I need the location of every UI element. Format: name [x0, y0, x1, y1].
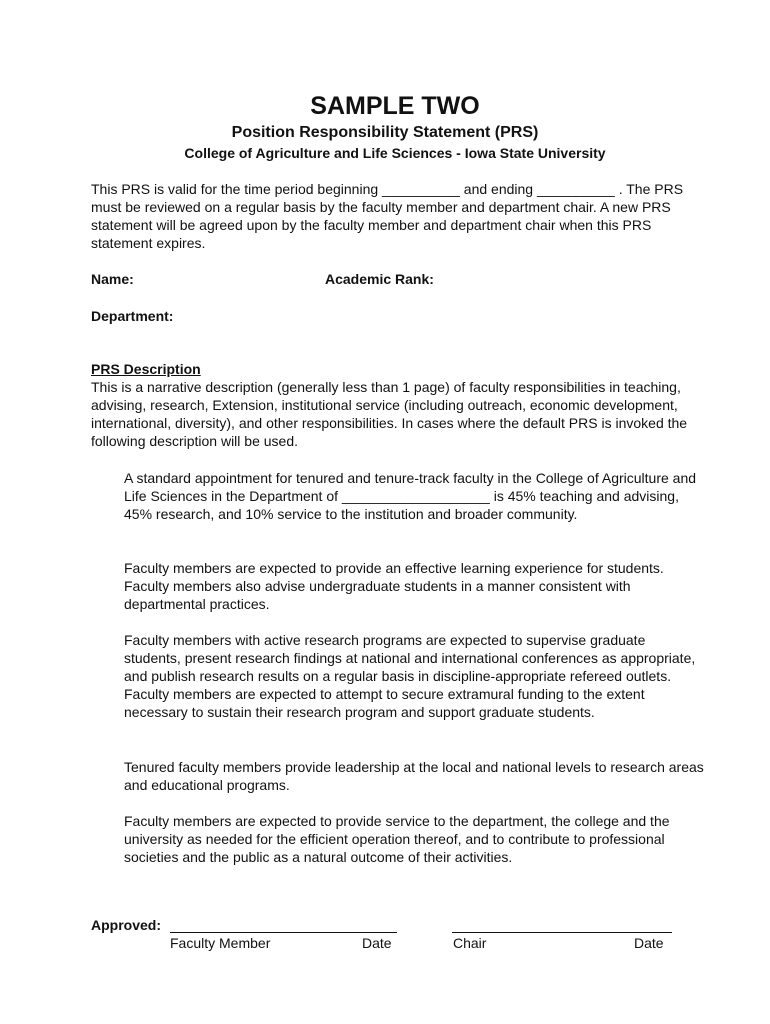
leadership-paragraph: Tenured faculty members provide leadership at the local and national levels to research areas and educational programs. — [124, 759, 704, 793]
research-paragraph: Faculty members with active research programs are expected to supervise graduate students, present research findings at national and international conferences as appropriate, and publish research results on a regular basis in discipline-appropriate refereed outlets. Faculty members are expected to attempt to secure extramural funding to the extent necessary to sustain their research program and support graduate students. — [124, 632, 696, 720]
name-label: Name: — [91, 271, 134, 287]
faculty-signature-line — [170, 932, 397, 933]
service-paragraph: Faculty members are expected to provide service to the department, the college and the university as needed for the efficient operation thereof, and to contribute to professional societies and the public as a natural outcome of their activities. — [124, 813, 670, 865]
standard-appointment-paragraph: A standard appointment for tenured and tenure-track faculty in the College of Agriculture and Life Sciences in the Department of ___________________ is 45% teaching and advising, 45% research, and 10% service to the institution and broader community. — [124, 470, 697, 522]
institution-name: College of Agriculture and Life Sciences - Iowa State University — [184, 145, 606, 161]
validity-statement: This PRS is valid for the time period beginning __________ and ending __________ . The PRS must be reviewed on a regular basis by the faculty member and department chair. A new PRS statement will be agreed upon by the faculty member and department chair when this PRS statement expires. — [91, 181, 684, 251]
approved-label: Approved: — [91, 917, 161, 933]
prs-description-body: This is a narrative description (generally less than 1 page) of faculty responsibilities in teaching, advising, research, Extension, institutional service (including outreach, economic development, international, diversity), and other responsibilities. In cases where the default PRS is invoked the following description will be used. — [91, 379, 688, 449]
teaching-paragraph: Faculty members are expected to provide an effective learning experience for students. Faculty members also advise undergraduate students in a manner consistent with departmental practices. — [124, 560, 664, 612]
chair-caption: Chair — [453, 935, 487, 951]
faculty-date-caption: Date — [362, 935, 392, 951]
chair-date-caption: Date — [634, 935, 664, 951]
document-subtitle: Position Responsibility Statement (PRS) — [231, 124, 539, 141]
faculty-member-caption: Faculty Member — [170, 935, 271, 951]
academic-rank-label: Academic Rank: — [325, 271, 434, 287]
chair-signature-line — [452, 932, 672, 933]
document-title: SAMPLE TWO — [310, 92, 480, 120]
department-label: Department: — [91, 308, 174, 324]
prs-description-heading: PRS Description — [91, 361, 201, 377]
